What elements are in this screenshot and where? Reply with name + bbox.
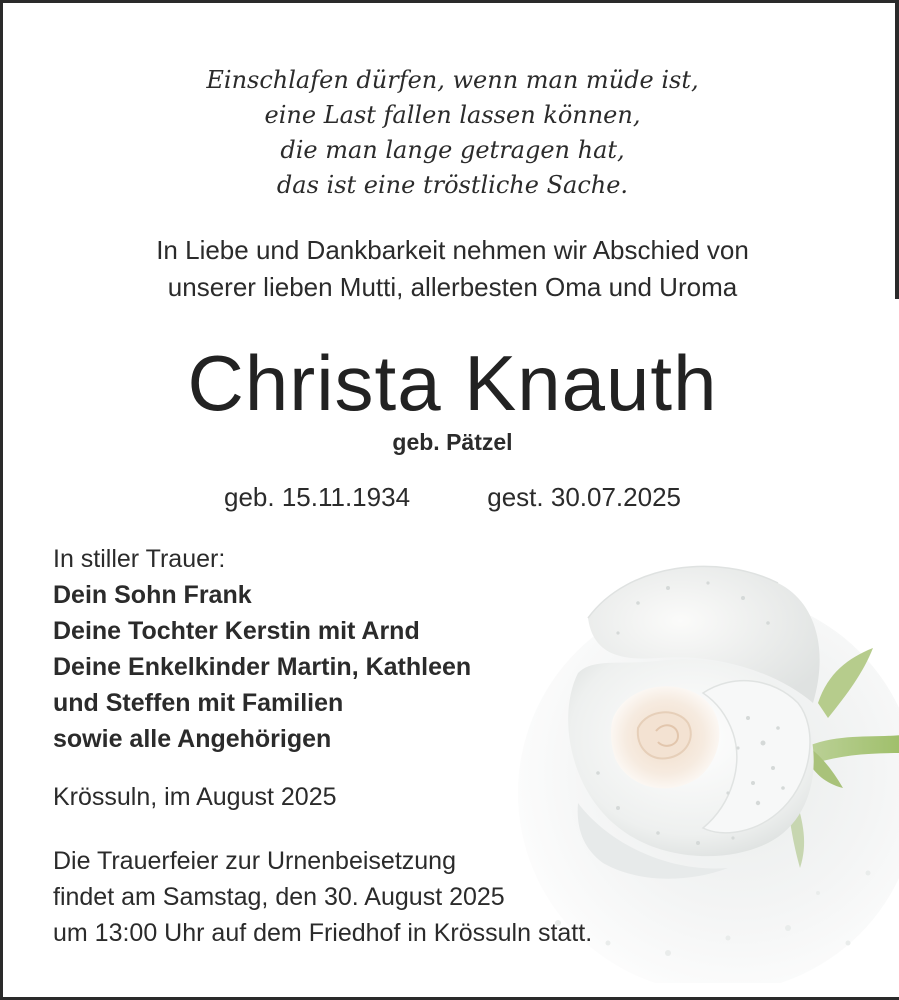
intro-line: In Liebe und Dankbarkeit nehmen wir Abschied von [156,235,749,265]
mourners-list [53,541,471,757]
mourner-entry: Deine Tochter Kerstin mit Arnd [53,617,420,645]
poem [3,63,899,203]
birth-date: geb. 15.11.1934 [224,482,411,512]
place-and-date: Krössuln, im August 2025 [53,783,337,811]
poem-line: das ist eine tröstliche Sache. [276,171,629,199]
funeral-service-info [53,843,592,951]
intro-line: unserer lieben Mutti, allerbesten Oma und Uroma [167,272,738,302]
deceased-name: Christa Knauth [187,339,718,427]
life-dates [3,479,899,515]
service-line: findet am Samstag, den 30. August 2025 [53,883,505,911]
poem-line: eine Last fallen lassen können, [264,101,641,129]
service-line: um 13:00 Uhr auf dem Friedhof in Krössuln statt. [53,919,593,947]
mourner-entry: sowie alle Angehörigen [53,725,332,753]
farewell-intro [3,232,899,306]
mourner-entry: Dein Sohn Frank [53,581,252,609]
mourner-entry: und Steffen mit Familien [53,689,344,717]
poem-line: Einschlafen dürfen, wenn man müde ist, [206,66,699,94]
poem-line: die man lange getragen hat, [280,136,625,164]
maiden-name: geb. Pätzel [392,429,513,455]
death-date: gest. 30.07.2025 [487,482,681,512]
mourners-heading: In stiller Trauer: [53,545,226,573]
service-line: Die Trauerfeier zur Urnenbeisetzung [53,847,456,875]
mourner-entry: Deine Enkelkinder Martin, Kathleen [53,653,472,681]
